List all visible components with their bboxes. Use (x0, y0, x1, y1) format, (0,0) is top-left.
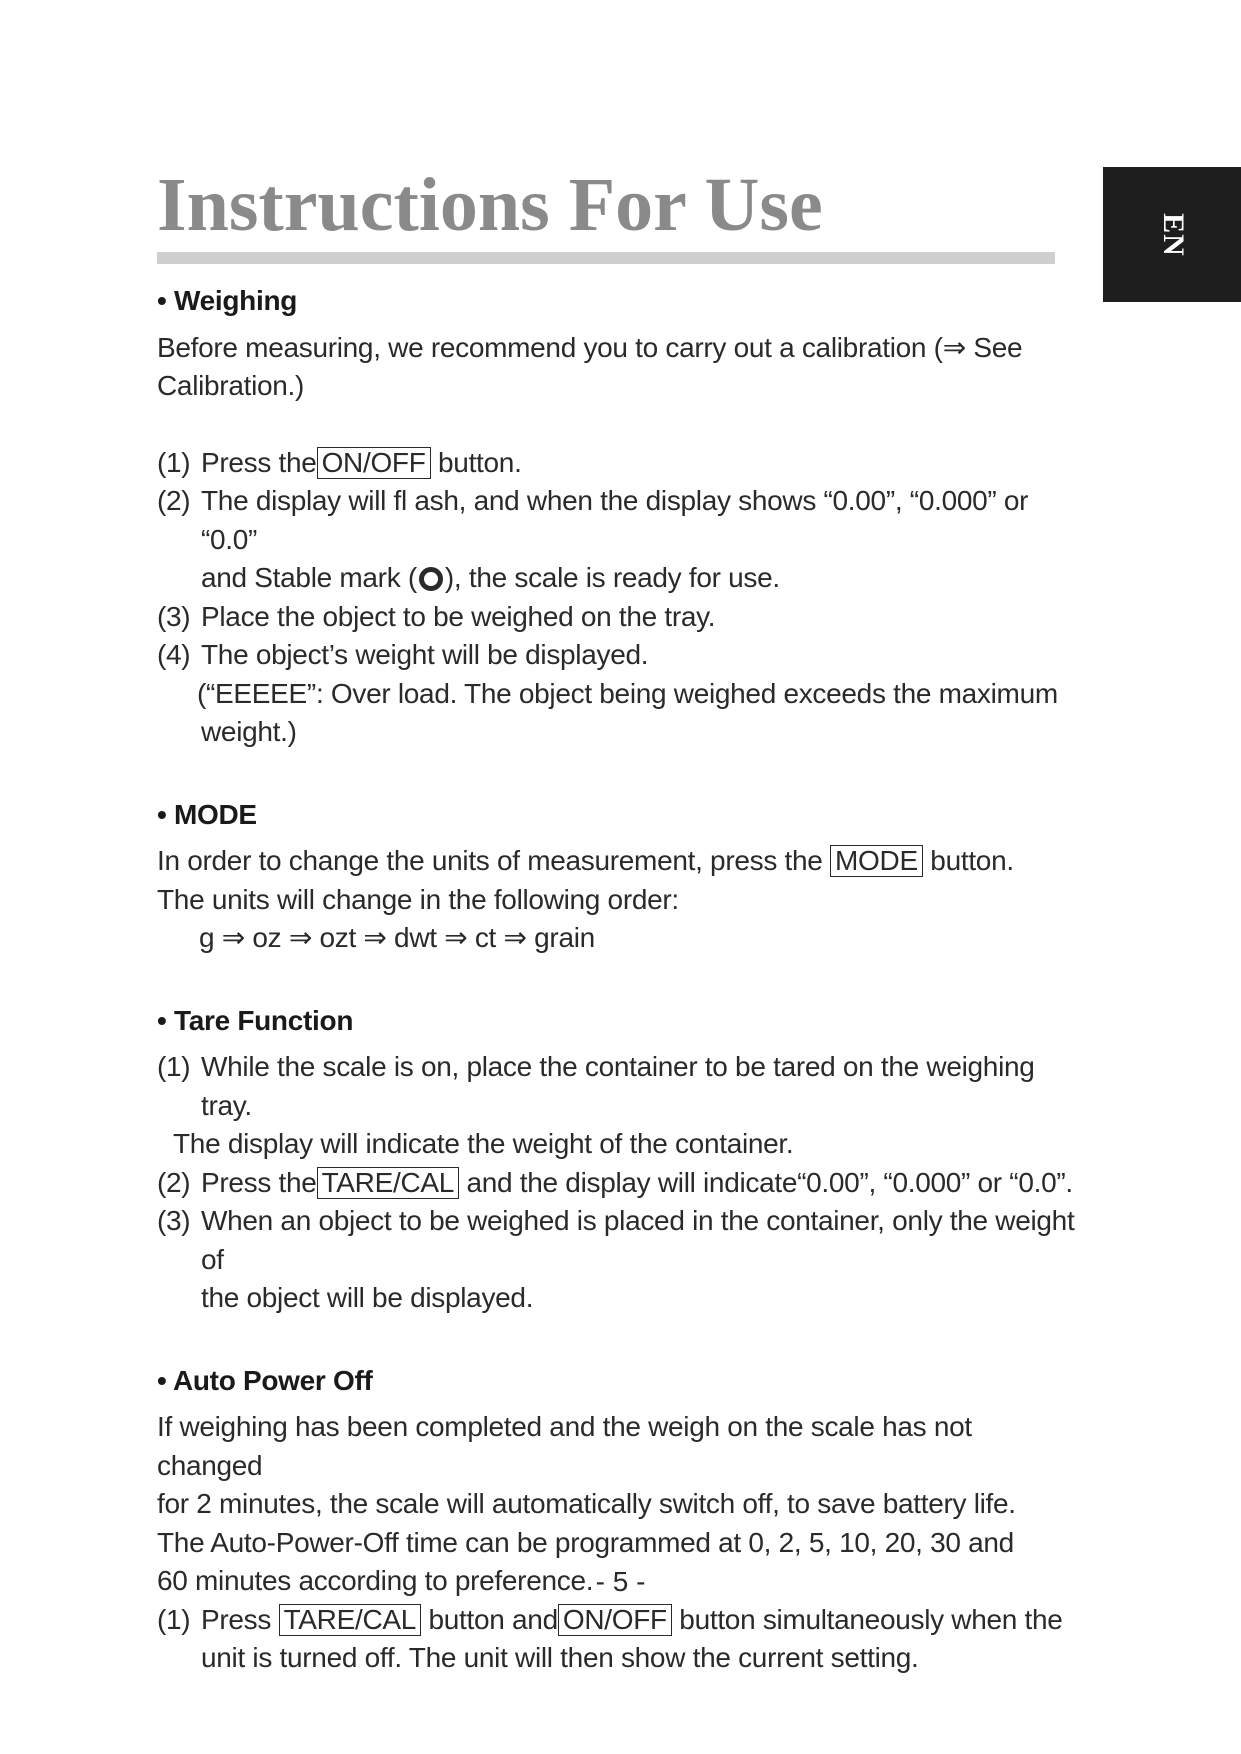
on-off-button-label: ON/OFF (317, 447, 431, 479)
tare-heading: • Tare Function (157, 1004, 354, 1036)
step-text (201, 444, 522, 483)
stable-mark-icon (419, 567, 443, 591)
auto-off-step-1-continued: unit is turned off. The unit will then show the current setting. (201, 1642, 919, 1673)
tare-cal-button-label: TARE/CAL (279, 1604, 421, 1636)
step-number: (1) (157, 1603, 191, 1635)
weighing-step-1 (157, 444, 1077, 483)
step-text-part: ), the scale is ready for use. (444, 562, 780, 593)
step-text-part: button simultaneously when the (671, 1603, 1063, 1635)
weighing-step-3 (157, 598, 1077, 637)
weighing-step-2 (157, 482, 1077, 559)
step-text: While the scale is on, place the container to be tared on the weighing tray. (201, 1051, 1035, 1121)
tare-step-1 (157, 1048, 1077, 1125)
overload-note-line-2: weight.) (201, 716, 297, 747)
step-number: (1) (157, 1051, 191, 1082)
step-text-part: Press (201, 1603, 279, 1635)
step-text: When an object to be weighed is placed in the container, only the weight of (201, 1205, 1075, 1275)
tare-step-3 (157, 1202, 1077, 1279)
auto-off-line-4: 60 minutes according to preference. (157, 1565, 594, 1596)
weighing-intro-line-2: Calibration.) (157, 370, 305, 401)
mode-text-part: In order to change the units of measurement, press the (157, 845, 831, 876)
step-text: Place the object to be weighed on the tray. (201, 600, 716, 632)
step-text (201, 1164, 1073, 1203)
step-text: The display will fl ash, and when the display shows “0.00”, “0.000” or “0.0” (201, 485, 1029, 555)
step-text-part: and the display will indicate“0.00”, “0.000” or “0.0”. (459, 1166, 1073, 1198)
mode-heading: • MODE (157, 798, 257, 830)
step-number: (3) (157, 1205, 191, 1236)
tare-step-3-continued: the object will be displayed. (201, 1282, 534, 1313)
step-number: (1) (157, 446, 191, 478)
weighing-intro-line-1: Before measuring, we recommend you to carry out a calibration (⇒ See (157, 331, 1023, 363)
auto-off-line-3: The Auto-Power-Off time can be programmed at 0, 2, 5, 10, 20, 30 and (157, 1526, 1014, 1558)
step-text-part: button and (421, 1603, 558, 1635)
language-tab-label: EN (1157, 212, 1190, 257)
title-underline (157, 252, 1055, 264)
on-off-button-label: ON/OFF (558, 1604, 672, 1636)
auto-power-off-heading: • Auto Power Off (157, 1364, 373, 1396)
mode-line-1 (157, 842, 1077, 881)
auto-off-line-2: for 2 minutes, the scale will automatically switch off, to save battery life. (157, 1488, 1016, 1519)
step-number: (4) (157, 639, 191, 670)
mode-line-2: The units will change in the following order: (157, 883, 679, 915)
step-text: The object’s weight will be displayed. (201, 639, 649, 670)
weighing-step-4 (157, 636, 1077, 675)
auto-off-step-1 (157, 1601, 1077, 1640)
step-number: (2) (157, 1166, 191, 1198)
auto-off-line-1: If weighing has been completed and the weigh on the scale has not changed (157, 1411, 972, 1481)
page-title: Instructions For Use (157, 163, 823, 247)
mode-text-part: button. (922, 845, 1014, 876)
instructions-content (157, 282, 1077, 1678)
language-tab (1103, 167, 1241, 302)
tare-step-2 (157, 1164, 1077, 1203)
step-text-part: Press the (201, 1166, 317, 1198)
step-text-part: button. (430, 446, 522, 478)
step-number: (2) (157, 485, 191, 516)
step-text-part: and Stable mark ( (201, 562, 417, 593)
step-text (201, 1601, 1063, 1640)
weighing-step-2-continued (157, 559, 1077, 598)
tare-cal-button-label: TARE/CAL (317, 1167, 459, 1199)
page-number: - 5 - (595, 1566, 646, 1597)
weighing-heading: • Weighing (157, 285, 298, 316)
unit-order: g ⇒ oz ⇒ ozt ⇒ dwt ⇒ ct ⇒ grain (199, 922, 595, 953)
tare-step-1-continued: The display will indicate the weight of the container. (173, 1128, 794, 1159)
overload-note-line-1: (“EEEEE”: Over load. The object being weighed exceeds the maximum (197, 677, 1058, 709)
mode-button-label: MODE (830, 845, 923, 877)
step-number: (3) (157, 600, 191, 632)
step-text-part: Press the (201, 446, 317, 478)
